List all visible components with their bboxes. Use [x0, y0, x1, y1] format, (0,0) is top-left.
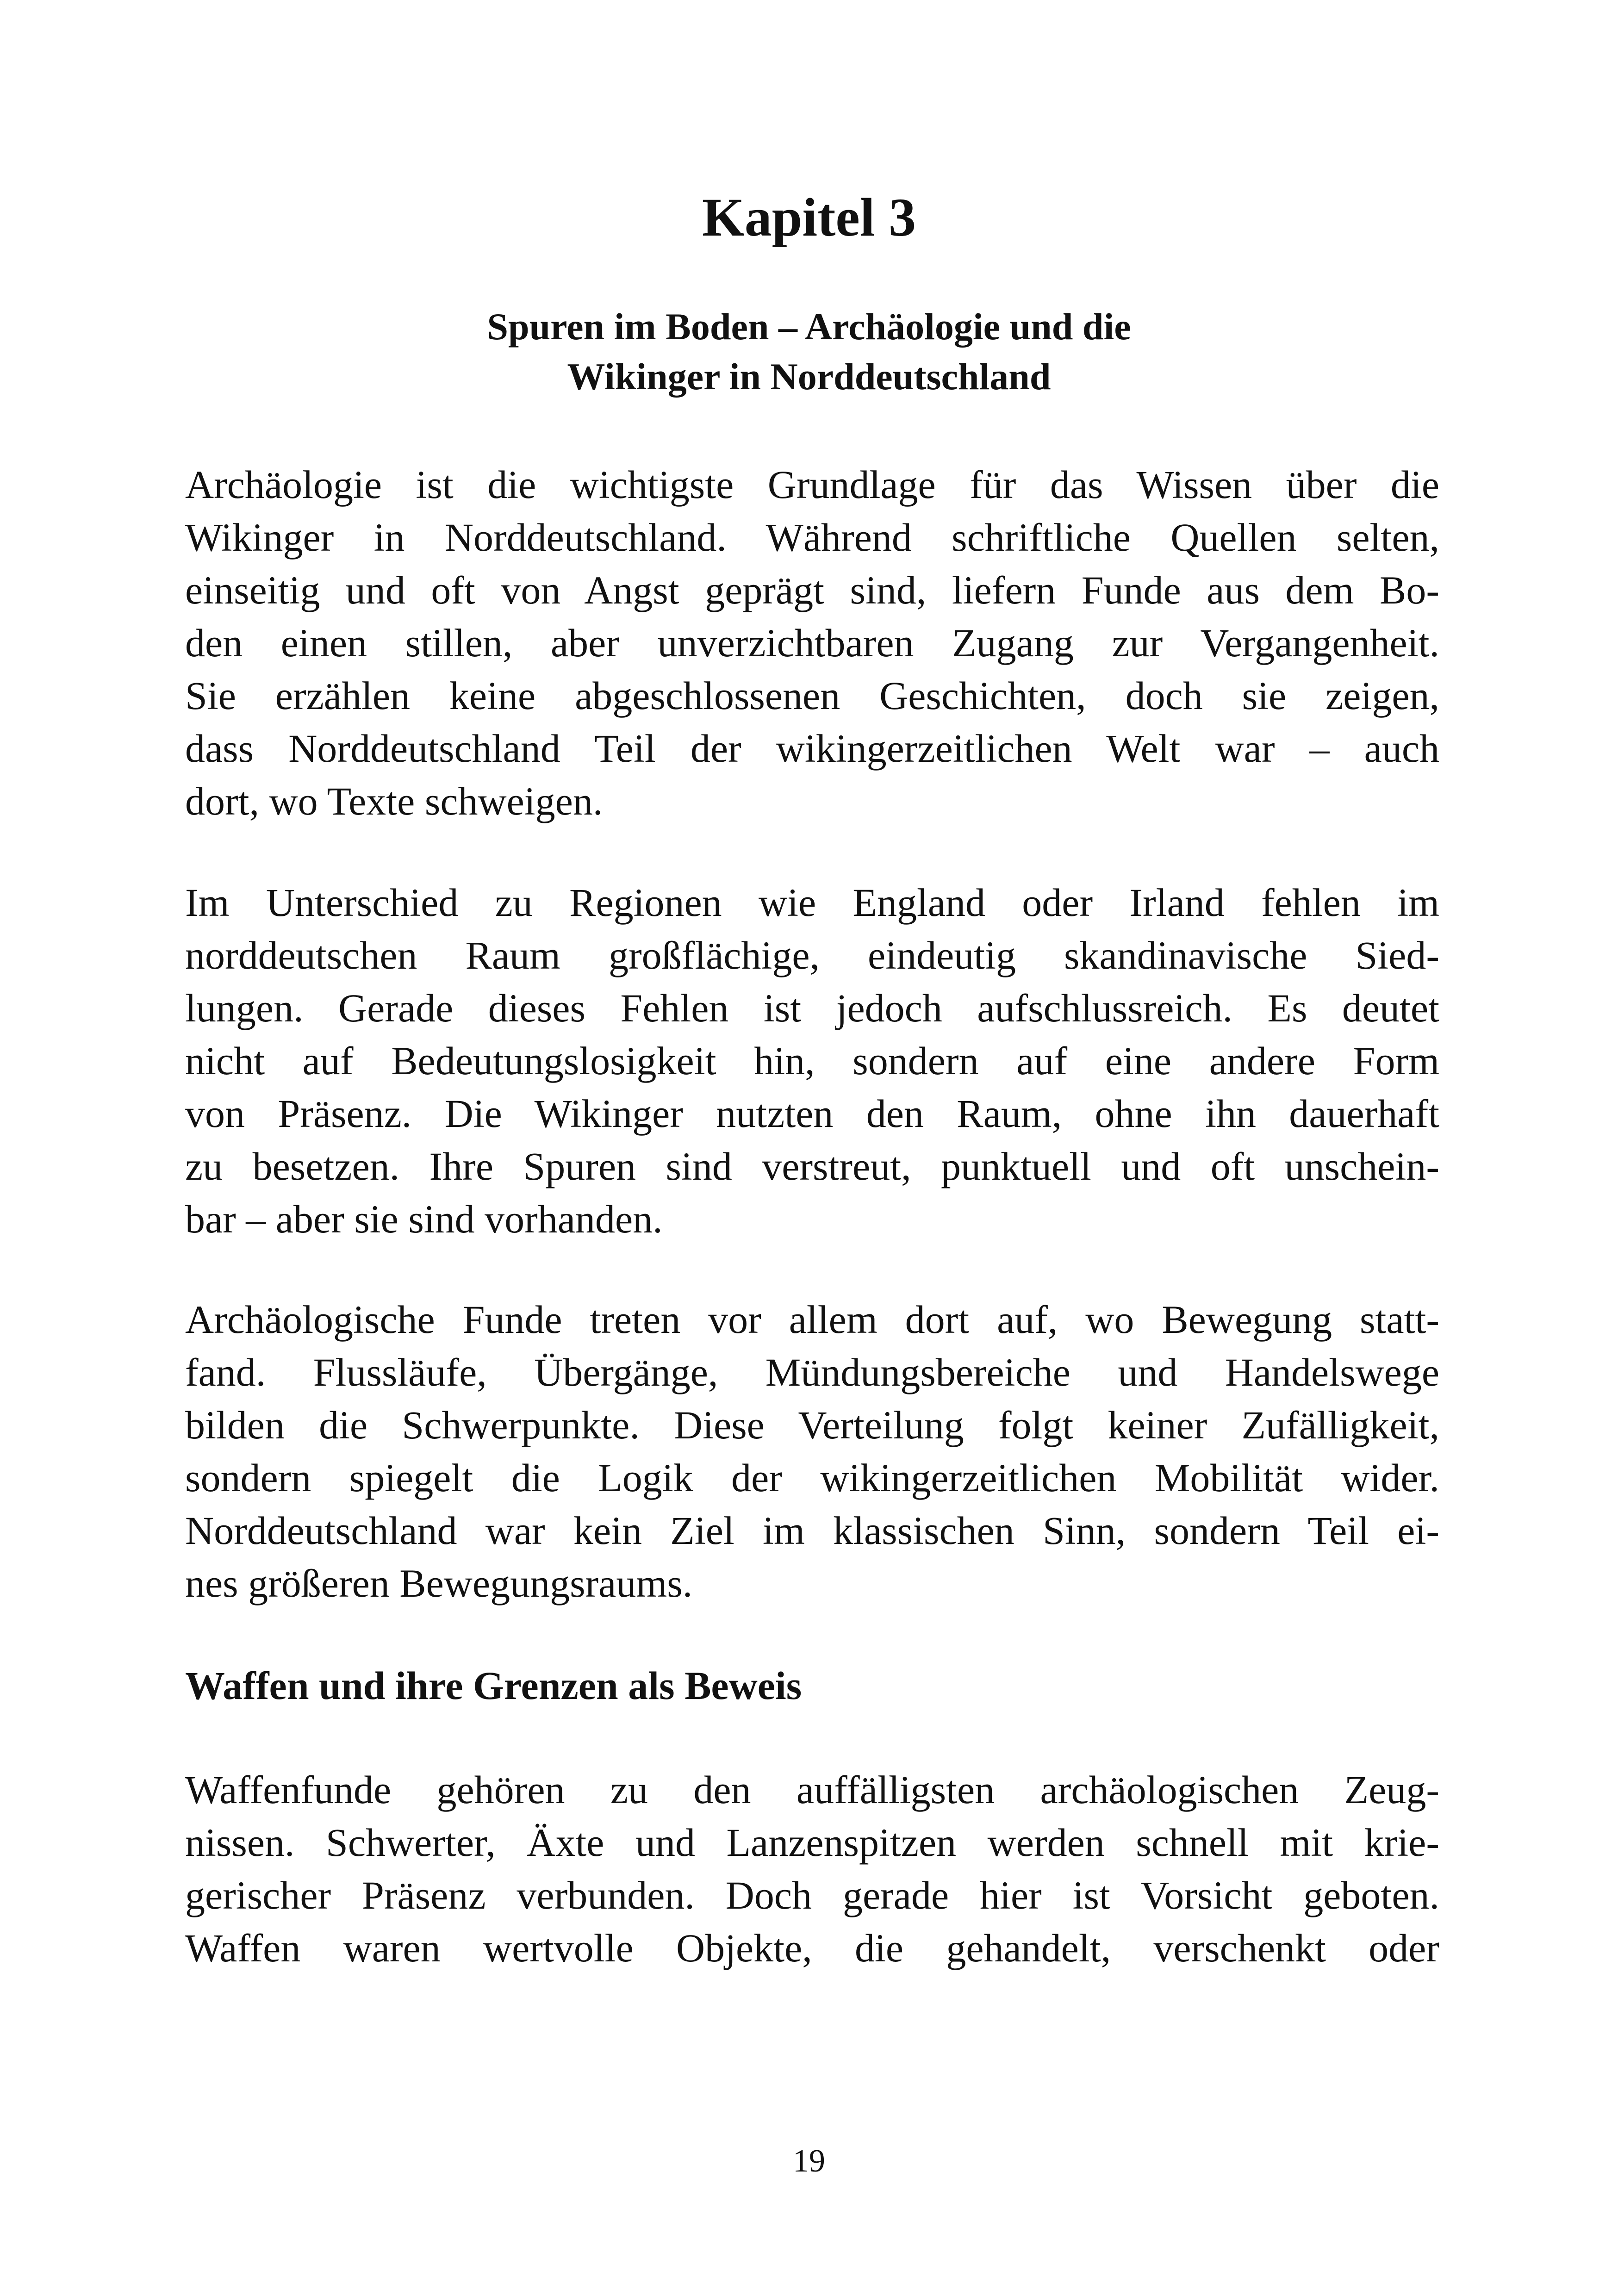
- paragraph-line: lungen. Gerade dieses Fehlen ist jedoch aufschlussreich. Es deutet: [185, 986, 1439, 1030]
- paragraph-line: fand. Flussläufe, Übergänge, Mündungsbereiche und Handelswege: [185, 1350, 1439, 1394]
- chapter-title: Kapitel 3: [702, 187, 916, 248]
- paragraph-line: Archäologische Funde treten vor allem dort auf, wo Bewegung statt-: [185, 1297, 1439, 1342]
- paragraph-line: gerischer Präsenz verbunden. Doch gerade hier ist Vorsicht geboten.: [185, 1873, 1439, 1917]
- paragraph-line: Archäologie ist die wichtigste Grundlage für das Wissen über die: [185, 462, 1439, 507]
- chapter-subtitle-line-2: Wikinger in Norddeutschland: [567, 355, 1051, 398]
- paragraph-line: Waffen waren wertvolle Objekte, die gehandelt, verschenkt oder: [185, 1926, 1439, 1970]
- paragraph-line: Sie erzählen keine abgeschlossenen Geschichten, doch sie zeigen,: [185, 673, 1439, 718]
- paragraph-line: bar – aber sie sind vorhanden.: [185, 1197, 663, 1241]
- paragraph-line: nicht auf Bedeutungslosigkeit hin, sondern auf eine andere Form: [185, 1039, 1439, 1083]
- page-number: 19: [793, 2143, 825, 2179]
- paragraph-3: [185, 1293, 1439, 1610]
- paragraph-line: nissen. Schwerter, Äxte und Lanzenspitzen werden schnell mit krie-: [185, 1820, 1439, 1865]
- paragraph-line: zu besetzen. Ihre Spuren sind verstreut, punktuell und oft unschein-: [185, 1144, 1439, 1188]
- paragraph-line: dass Norddeutschland Teil der wikingerzeitlichen Welt war – auch: [185, 726, 1439, 771]
- paragraph-line: Waffenfunde gehören zu den auffälligsten archäologischen Zeug-: [185, 1767, 1439, 1812]
- section-heading: Waffen und ihre Grenzen als Beweis: [185, 1663, 802, 1708]
- paragraph-line: nes größeren Bewegungsraums.: [185, 1561, 693, 1605]
- paragraph-4: [185, 1763, 1439, 1974]
- paragraph-line: von Präsenz. Die Wikinger nutzten den Raum, ohne ihn dauerhaft: [185, 1091, 1439, 1136]
- paragraph-line: sondern spiegelt die Logik der wikingerzeitlichen Mobilität wider.: [185, 1456, 1439, 1500]
- paragraph-line: Im Unterschied zu Regionen wie England oder Irland fehlen im: [185, 880, 1439, 925]
- paragraph-line: Norddeutschland war kein Ziel im klassischen Sinn, sondern Teil ei-: [185, 1508, 1439, 1553]
- paragraph-line: einseitig und oft von Angst geprägt sind, liefern Funde aus dem Bo-: [185, 568, 1439, 612]
- paragraph-line: bilden die Schwerpunkte. Diese Verteilung folgt keiner Zufälligkeit,: [185, 1403, 1439, 1447]
- chapter-subtitle-line-1: Spuren im Boden – Archäologie und die: [487, 305, 1131, 348]
- paragraph-line: dort, wo Texte schweigen.: [185, 779, 603, 823]
- paragraph-2: [185, 876, 1439, 1245]
- paragraph-line: norddeutschen Raum großflächige, eindeutig skandinavische Sied-: [185, 933, 1439, 977]
- paragraph-line: den einen stillen, aber unverzichtbaren Zugang zur Vergangenheit.: [185, 621, 1439, 665]
- paragraph-1: [185, 458, 1439, 828]
- chapter-subtitle: [0, 302, 1618, 402]
- paragraph-line: Wikinger in Norddeutschland. Während schriftliche Quellen selten,: [185, 515, 1439, 560]
